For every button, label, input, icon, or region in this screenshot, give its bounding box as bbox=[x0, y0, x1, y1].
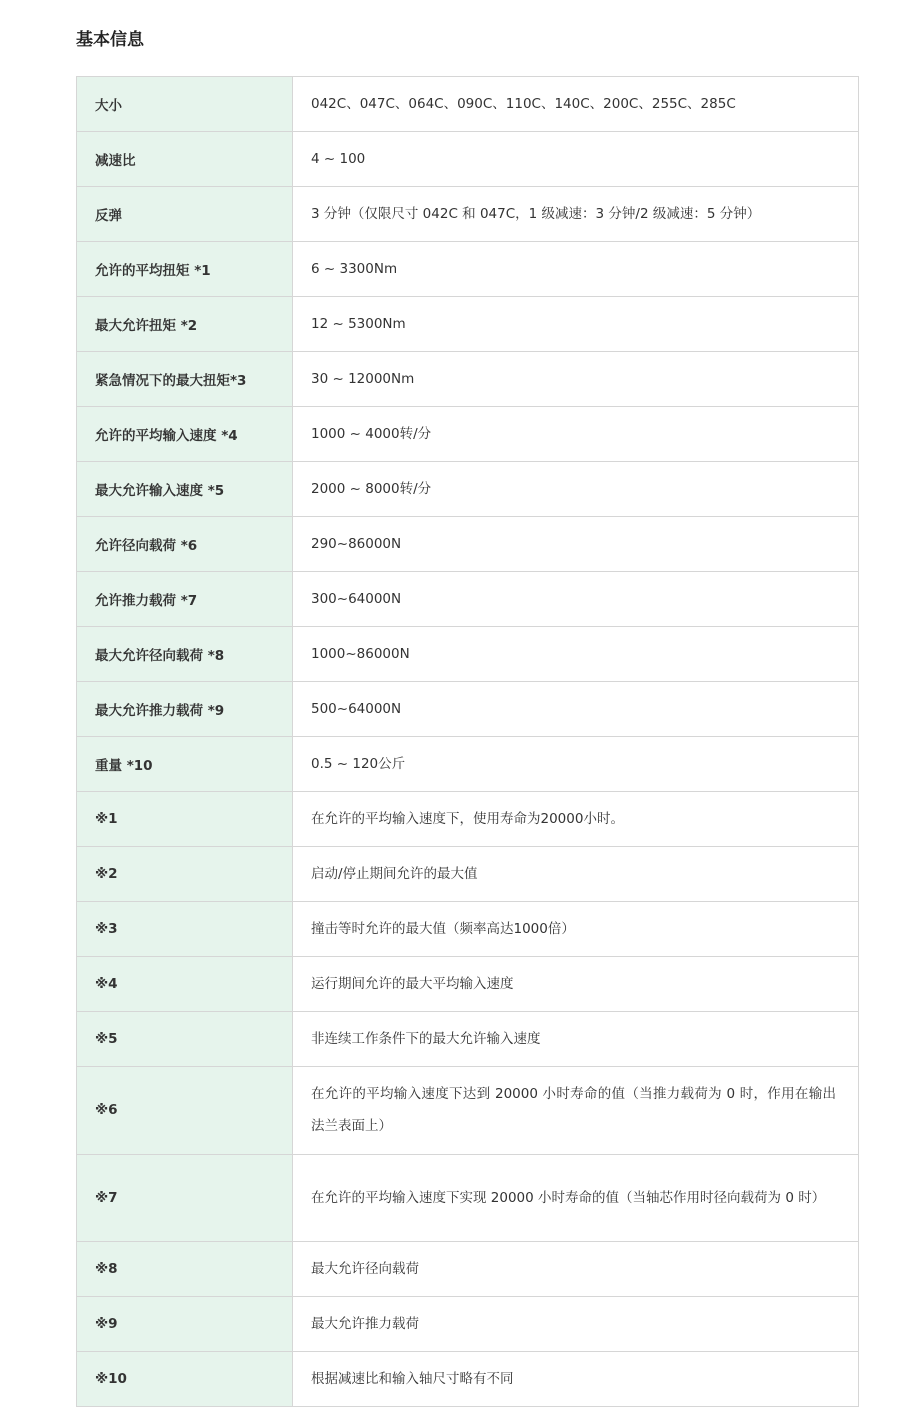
footnote-text: 最大允许径向载荷 bbox=[293, 1242, 859, 1297]
footnote-row-1 bbox=[77, 792, 859, 847]
footnote-label: ※1 bbox=[77, 792, 293, 847]
spec-table bbox=[76, 76, 859, 1407]
spec-row-weight bbox=[77, 737, 859, 792]
spec-value: 4 ~ 100 bbox=[293, 132, 859, 187]
footnote-label: ※2 bbox=[77, 847, 293, 902]
footnote-row-9 bbox=[77, 1297, 859, 1352]
footnote-text: 在允许的平均输入速度下实现 20000 小时寿命的值（当轴芯作用时径向载荷为 0 时） bbox=[293, 1154, 859, 1242]
section-title: 基本信息 bbox=[76, 30, 144, 50]
footnote-row-8 bbox=[77, 1242, 859, 1297]
spec-label: 最大允许径向载荷 *8 bbox=[77, 627, 293, 682]
spec-label: 允许推力载荷 *7 bbox=[77, 572, 293, 627]
spec-value: 12 ~ 5300Nm bbox=[293, 297, 859, 352]
footnote-label: ※5 bbox=[77, 1012, 293, 1067]
spec-row-reduction-ratio bbox=[77, 132, 859, 187]
spec-value: 30 ~ 12000Nm bbox=[293, 352, 859, 407]
footnote-row-2 bbox=[77, 847, 859, 902]
spec-row-size bbox=[77, 77, 859, 132]
footnote-row-6 bbox=[77, 1067, 859, 1155]
footnote-text: 在允许的平均输入速度下达到 20000 小时寿命的值（当推力载荷为 0 时，作用在输出法兰表面上） bbox=[293, 1067, 859, 1155]
spec-value: 500~64000N bbox=[293, 682, 859, 737]
spec-label: 允许径向载荷 *6 bbox=[77, 517, 293, 572]
spec-value: 1000 ~ 4000转/分 bbox=[293, 407, 859, 462]
spec-label: 允许的平均扭矩 *1 bbox=[77, 242, 293, 297]
spec-value: 3 分钟（仅限尺寸 042C 和 047C，1 级减速：3 分钟/2 级减速：5 分钟） bbox=[293, 187, 859, 242]
footnote-text: 撞击等时允许的最大值（频率高达1000倍） bbox=[293, 902, 859, 957]
spec-row-radial-load bbox=[77, 517, 859, 572]
footnote-label: ※9 bbox=[77, 1297, 293, 1352]
footnote-row-4 bbox=[77, 957, 859, 1012]
spec-label: 反弹 bbox=[77, 187, 293, 242]
spec-label: 最大允许推力载荷 *9 bbox=[77, 682, 293, 737]
spec-value: 2000 ~ 8000转/分 bbox=[293, 462, 859, 517]
footnote-label: ※4 bbox=[77, 957, 293, 1012]
spec-label: 大小 bbox=[77, 77, 293, 132]
footnote-text: 根据减速比和输入轴尺寸略有不同 bbox=[293, 1352, 859, 1407]
spec-label: 最大允许扭矩 *2 bbox=[77, 297, 293, 352]
footnote-text: 启动/停止期间允许的最大值 bbox=[293, 847, 859, 902]
spec-label: 允许的平均输入速度 *4 bbox=[77, 407, 293, 462]
footnote-label: ※7 bbox=[77, 1154, 293, 1242]
spec-value: 1000~86000N bbox=[293, 627, 859, 682]
footnote-row-3 bbox=[77, 902, 859, 957]
footnote-row-5 bbox=[77, 1012, 859, 1067]
footnote-label: ※10 bbox=[77, 1352, 293, 1407]
spec-row-max-torque bbox=[77, 297, 859, 352]
spec-value: 0.5 ~ 120公斤 bbox=[293, 737, 859, 792]
footnote-text: 在允许的平均输入速度下，使用寿命为20000小时。 bbox=[293, 792, 859, 847]
spec-row-avg-input-speed bbox=[77, 407, 859, 462]
spec-row-max-radial-load bbox=[77, 627, 859, 682]
footnote-row-10 bbox=[77, 1352, 859, 1407]
spec-label: 最大允许输入速度 *5 bbox=[77, 462, 293, 517]
spec-row-max-input-speed bbox=[77, 462, 859, 517]
spec-value: 300~64000N bbox=[293, 572, 859, 627]
spec-row-backlash bbox=[77, 187, 859, 242]
spec-label: 紧急情况下的最大扭矩*3 bbox=[77, 352, 293, 407]
footnote-text: 非连续工作条件下的最大允许输入速度 bbox=[293, 1012, 859, 1067]
spec-row-thrust-load bbox=[77, 572, 859, 627]
spec-row-emergency-torque bbox=[77, 352, 859, 407]
spec-value: 042C、047C、064C、090C、110C、140C、200C、255C、285C bbox=[293, 77, 859, 132]
footnote-label: ※8 bbox=[77, 1242, 293, 1297]
footnote-text: 运行期间允许的最大平均输入速度 bbox=[293, 957, 859, 1012]
footnote-label: ※3 bbox=[77, 902, 293, 957]
spec-label: 减速比 bbox=[77, 132, 293, 187]
footnote-row-7 bbox=[77, 1154, 859, 1242]
spec-value: 6 ~ 3300Nm bbox=[293, 242, 859, 297]
spec-row-avg-torque bbox=[77, 242, 859, 297]
spec-value: 290~86000N bbox=[293, 517, 859, 572]
footnote-text: 最大允许推力载荷 bbox=[293, 1297, 859, 1352]
footnote-label: ※6 bbox=[77, 1067, 293, 1155]
spec-label: 重量 *10 bbox=[77, 737, 293, 792]
spec-row-max-thrust-load bbox=[77, 682, 859, 737]
